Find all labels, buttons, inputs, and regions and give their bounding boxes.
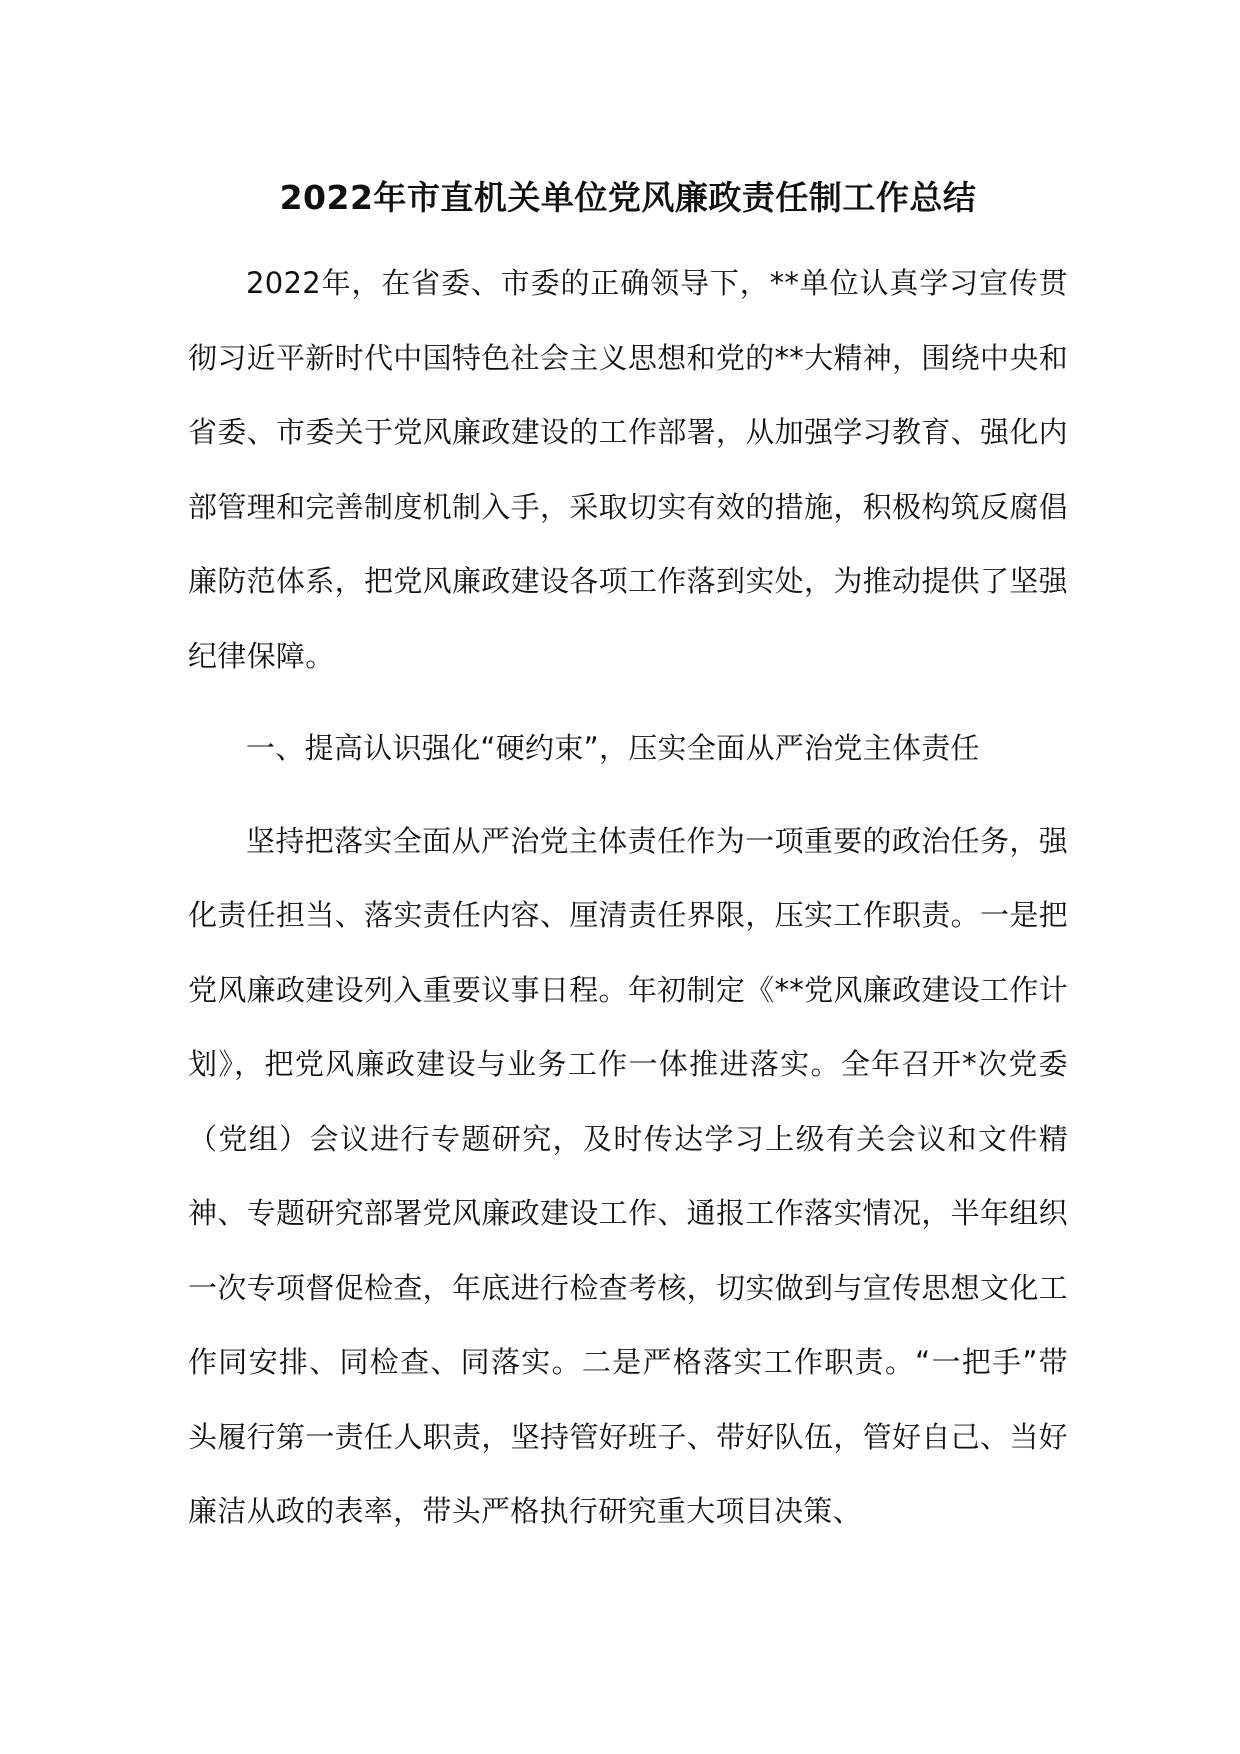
document-page bbox=[188, 170, 1068, 1549]
section-1-body: 坚持把落实全面从严治党主体责任作为一项重要的政治任务，强化责任担当、落实责任内容、厘清责任界限，压实工作职责。一是把党风廉政建设列入重要议事日程。年初制定《**党风廉政建设工作计划》，把党风廉政建设与业务工作一体推进落实。全年召开*次党委（党组）会议进行专题研究，及时传达学习上级有关会议和文件精神、专题研究部署党风廉政建设工作、通报工作落实情况，半年组织一次专项督促检查，年底进行检查考核，切实做到与宣传思想文化工作同安排、同检查、同落实。二是严格落实工作职责。“一把手”带头履行第一责任人职责，坚持管好班子、带好队伍，管好自己、当好廉洁从政的表率，带头严格执行研究重大项目决策、 bbox=[188, 823, 1068, 1528]
document-title: 2022年市直机关单位党风廉政责任制工作总结 bbox=[279, 178, 977, 217]
intro-paragraph: 2022年，在省委、市委的正确领导下，**单位认真学习宣传贯彻习近平新时代中国特色社会主义思想和党的**大精神，围绕中央和省委、市委关于党风廉政建设的工作部署，从加强学习教育、强化内部管理和完善制度机制入手，采取切实有效的措施，积极构筑反腐倡廉防范体系，把党风廉政建设各项工作落到实处，为推动提供了坚强纪律保障。 bbox=[188, 266, 1068, 673]
section-heading-1: 一、提高认识强化“硬约束”，压实全面从严治党主体责任 bbox=[246, 731, 980, 765]
